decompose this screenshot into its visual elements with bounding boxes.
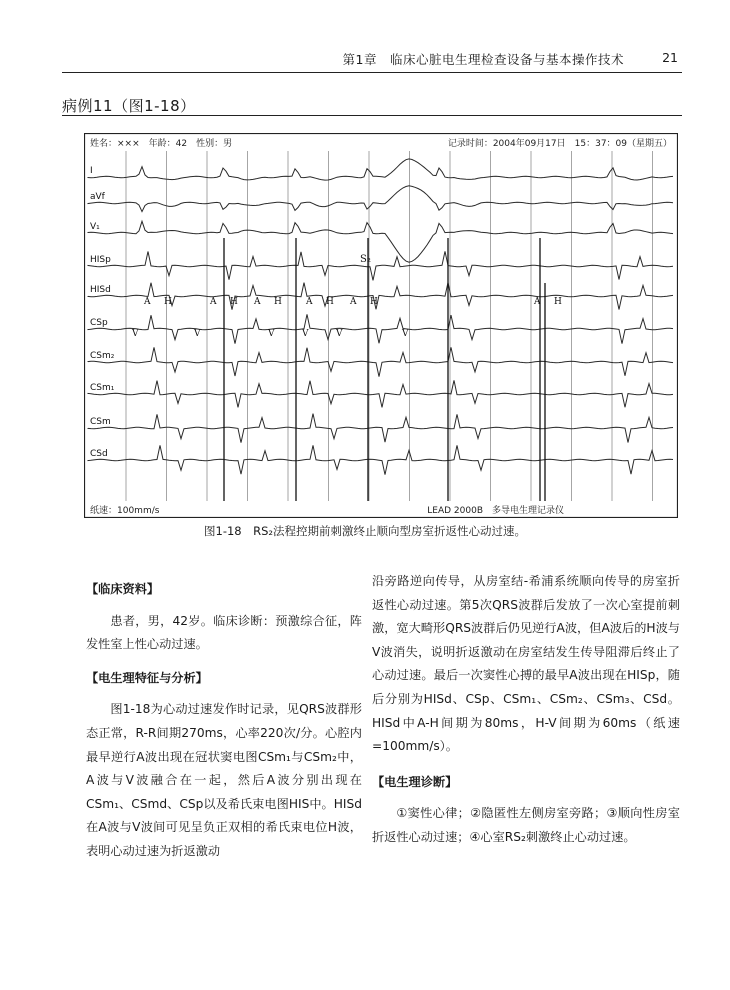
record-time-label: 记录时间：2004年09月17日 15：37：09（星期五）: [447, 139, 672, 149]
lead-label: CSm: [90, 417, 111, 427]
case-title: 病例11（图1-18）: [62, 97, 196, 115]
wave-label: A: [254, 297, 261, 307]
wave-label: H: [274, 297, 282, 307]
lead-label: CSp: [90, 318, 108, 328]
lead-label: aVf: [90, 192, 105, 202]
page-number: 21: [662, 50, 678, 65]
wave-label: H: [370, 297, 378, 307]
analysis-text: 图1-18为心动过速发作时记录，见QRS波群形态正常，R-R间期270ms，心率220次/分。心腔内最早逆行A波出现在冠状窦电图CSm₁与CSm₂中，A波与V波融合在一起，然后A波分别出现在CSm₁、CSmd、CSp以及希氏束电图HIS中。HISd在A波与V波间可见呈负正双相的希氏束电位H波，表明心动过速为折返激动: [86, 702, 362, 858]
right-column: [372, 570, 680, 850]
lead-label: CSd: [90, 449, 108, 459]
device-label: LEAD 2000B 多导电生理记录仪: [427, 506, 564, 516]
wave-label: A: [534, 297, 541, 307]
wave-label: H: [554, 297, 562, 307]
v-wave-label: V: [194, 329, 201, 339]
lead-label: Ⅰ: [90, 166, 93, 176]
v-wave-label: V: [302, 329, 309, 339]
lead-label: V₁: [90, 222, 100, 232]
diagnosis-heading: 【电生理诊断】: [372, 774, 458, 789]
analysis-heading: 【电生理特征与分析】: [86, 670, 208, 685]
wave-label: A: [144, 297, 151, 307]
lead-label: HISp: [90, 255, 111, 265]
wave-label: A: [210, 297, 217, 307]
patient-info-label: 姓名：××× 年龄：42 性别：男: [90, 139, 233, 149]
wave-label: H: [230, 297, 238, 307]
wave-label: A: [306, 297, 313, 307]
case-title-rule: [62, 115, 682, 116]
chapter-title: 第1章 临床心脏电生理检查设备与基本操作技术: [342, 52, 624, 67]
v-wave-label: V: [402, 329, 409, 339]
wave-label: A: [350, 297, 357, 307]
diagnosis-text: ①窦性心律；②隐匿性左侧房室旁路；③顺向性房室折返性心动过速；④心室RS₂刺激终止心动过速。: [372, 806, 680, 844]
v-wave-label: V: [132, 329, 139, 339]
header-rule: [62, 72, 682, 73]
clinical-text: 患者，男，42岁。临床诊断：预激综合征，阵发性室上性心动过速。: [86, 613, 362, 652]
lead-label: CSm₁: [90, 383, 115, 393]
left-column: [86, 574, 362, 864]
lead-label: CSm₂: [90, 351, 115, 361]
wave-label: H: [326, 297, 334, 307]
bottom-label-band: [86, 502, 676, 516]
paper-speed-label: 纸速：100mm/s: [90, 506, 160, 516]
v-wave-label: V: [336, 329, 343, 339]
s2-stimulus-label: S₂: [360, 254, 371, 265]
ecg-figure: [84, 133, 678, 518]
analysis-continuation: 沿旁路逆向传导，从房室结-希浦系统顺向传导的房室折返性心动过速。第5次QRS波群后发放了一次心室提前刺激，宽大畸形QRS波群后仍见逆行A波，但A波后的H波与V波消失，说明折返激动在房室结发生传导阻滞后终止了心动过速。最后一次窦性心搏的最早A波出现在HISp，随后分别为HISd、CSp、CSm₁、CSm₂、CSm₃、CSd。HISd中A-H间期为80ms，H-V间期为60ms（纸速=100mm/s）。: [372, 574, 680, 754]
figure-caption: 图1-18 RS₂法程控期前刺激终止顺向型房室折返性心动过速。: [204, 524, 526, 538]
running-header: [62, 48, 682, 72]
clinical-heading: 【临床资料】: [86, 582, 160, 596]
lead-label: HISd: [90, 285, 111, 295]
v-wave-label: V: [268, 329, 275, 339]
wave-label: H: [164, 297, 172, 307]
